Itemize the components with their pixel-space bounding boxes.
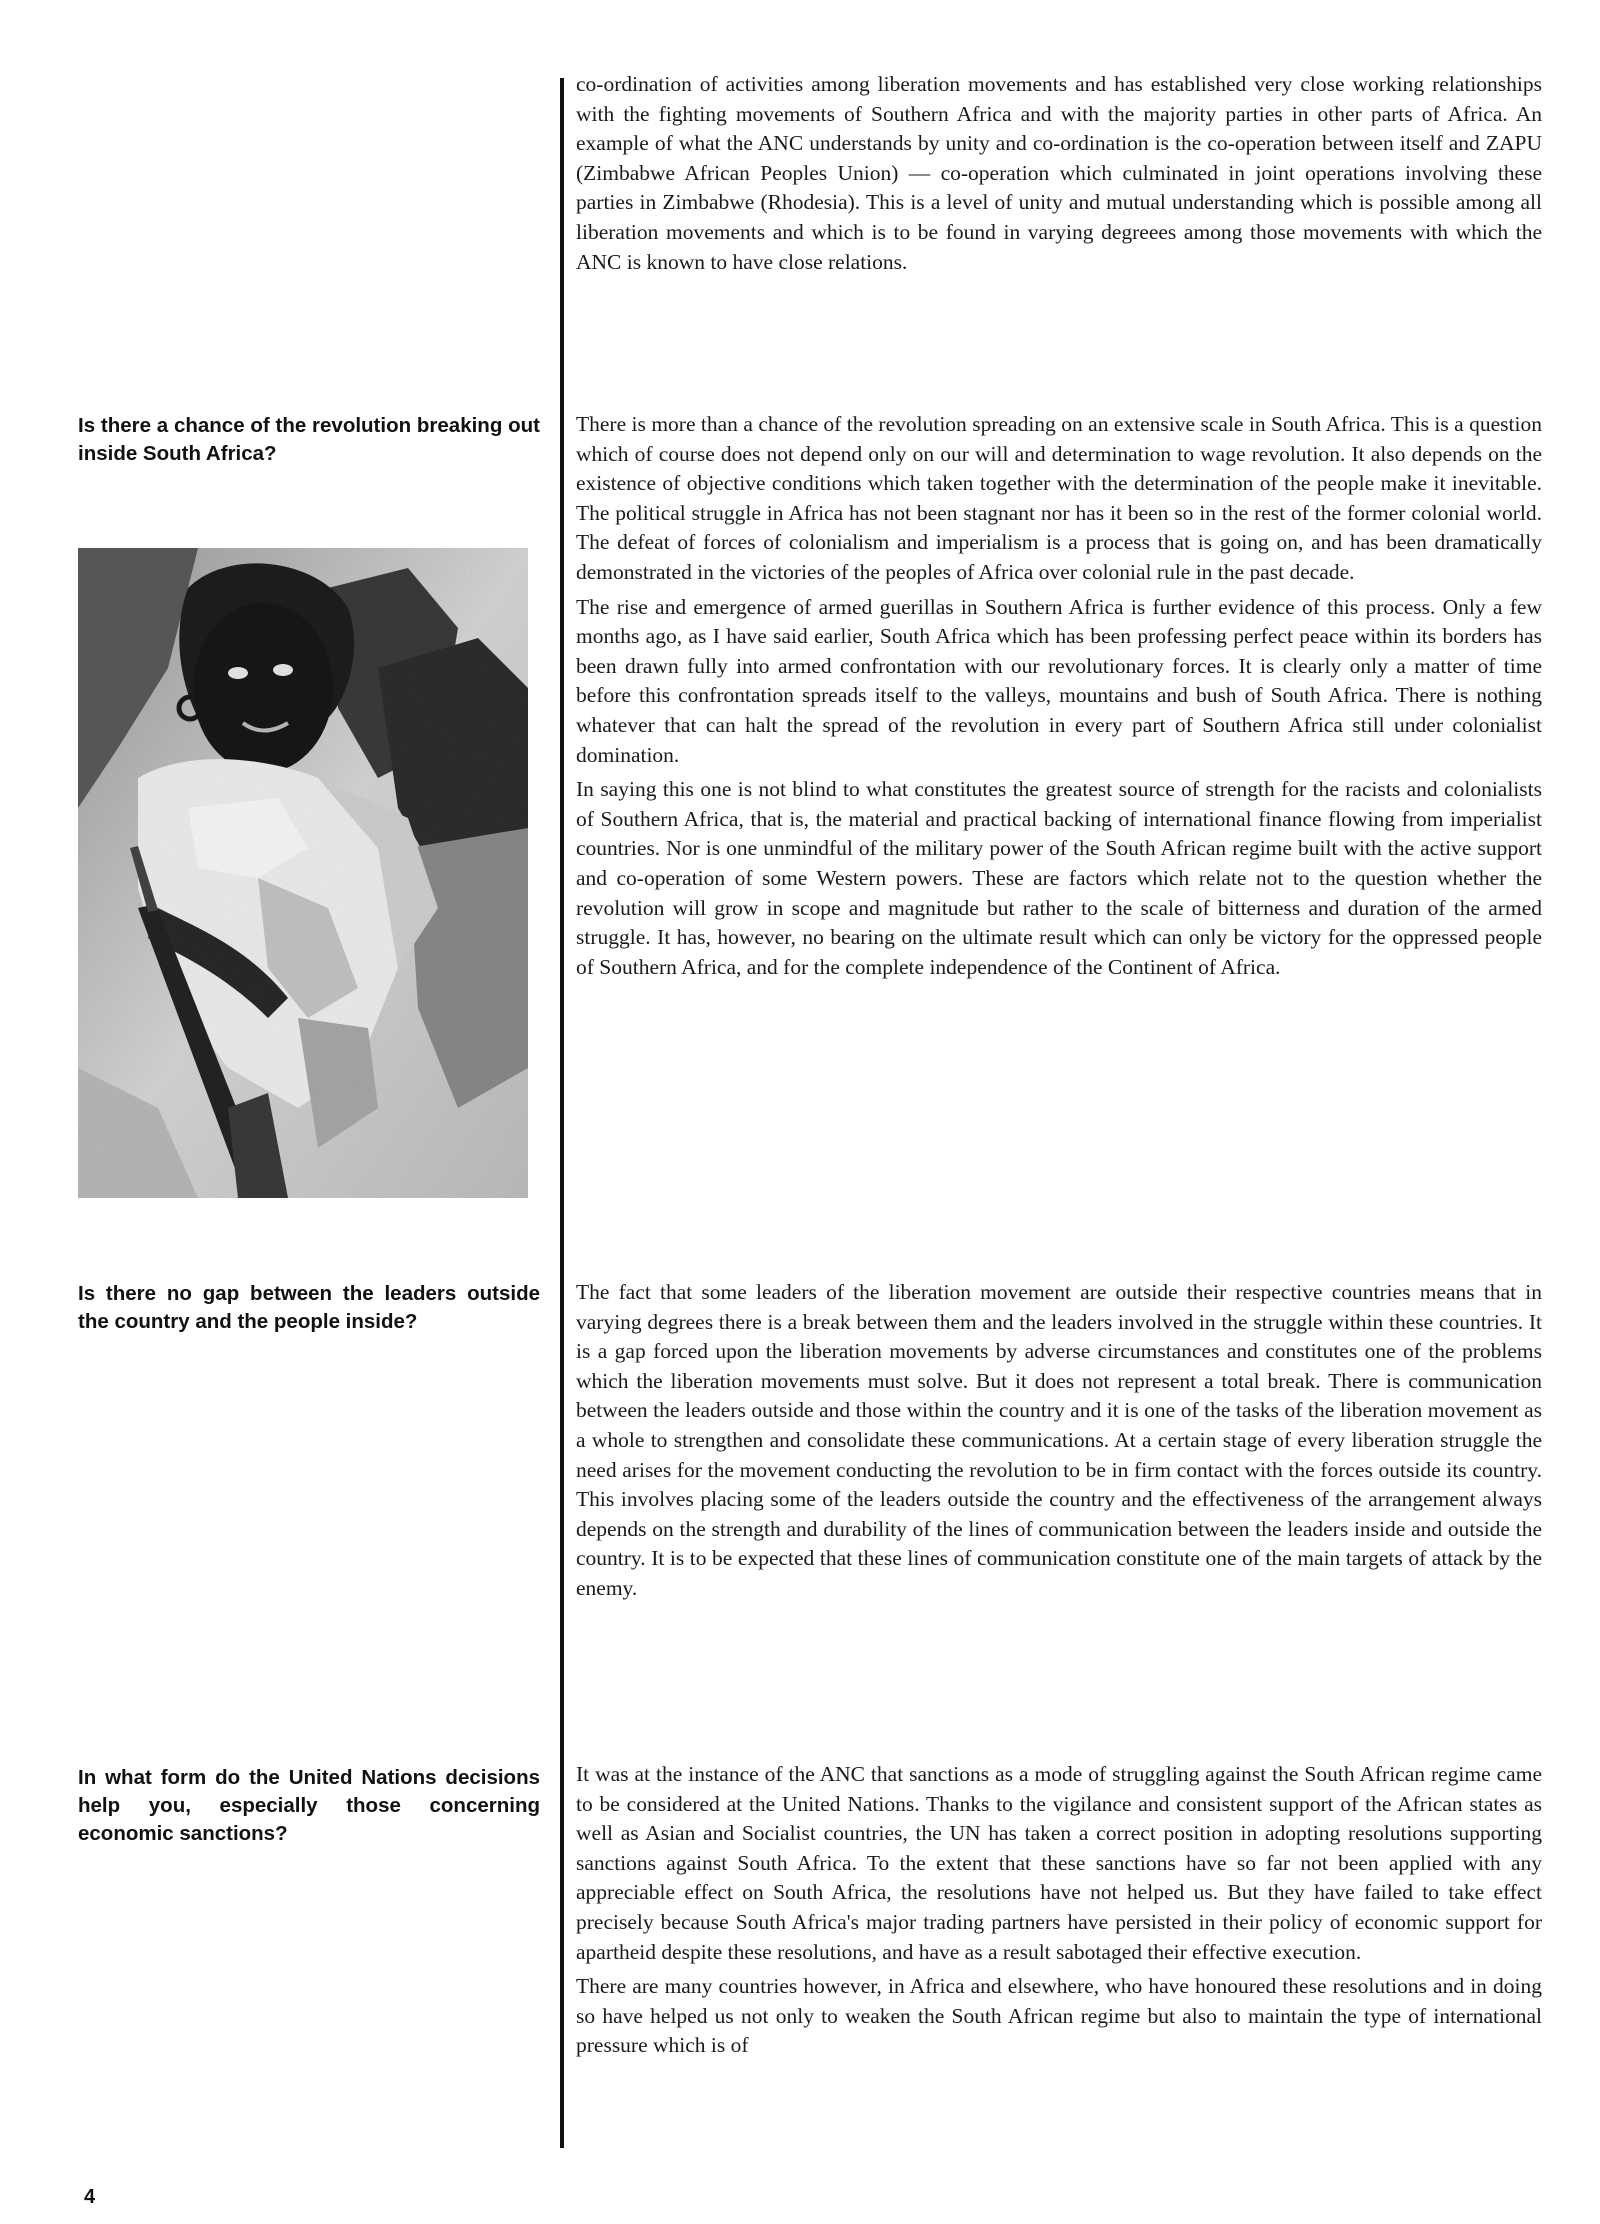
- question-revolution-chance: Is there a chance of the revolution breaking out inside South Africa?: [78, 414, 540, 465]
- vertical-divider-rule: [560, 78, 564, 2148]
- question-leaders-gap: Is there no gap between the leaders outside the country and the people inside?: [78, 1282, 540, 1333]
- intro-paragraph: co-ordination of activities among liberation movements and has established very close working relationships with the fighting movements of Southern Africa and with the majority parties in other parts of Africa. An example of what the ANC understands by unity and co-ordination is the co-operation between itself and ZAPU (Zimbabwe African Peoples Union) — co-operation which culminated in joint operations involving these parties in Zimbabwe (Rhodesia). This is a level of unity and mutual understanding which is possible among all liberation movements and which is to be found in varying degreees among those movements with which the ANC is known to have close relations.: [576, 72, 1542, 274]
- answer-paragraph: The fact that some leaders of the liberation movement are outside their respective countries means that in varying degrees there is a break between them and the leaders involved in the struggle within these countries. It is a gap forced upon the liberation movements by adverse circumstances and constitutes one of the problems which the liberation movements must solve. But it does not represent a total break. There is communication between the leaders outside and those within the country and it is one of the tasks of the liberation movement as a whole to strengthen and consolidate these communications. At a certain stage of every liberation struggle the need arises for the movement conducting the revolution to be in firm contact with the forces outside its country. This involves placing some of the leaders outside the country and the effectiveness of the arrangement always depends on the strength and durability of the lines of communication between the leaders inside and outside the country. It is to be expected that these lines of communication constitute one of the main targets of attack by the enemy.: [576, 1280, 1542, 1600]
- answer-un-sanctions: [576, 1760, 1542, 2066]
- answer-leaders-gap: [576, 1278, 1542, 1609]
- page-number: 4: [84, 2186, 96, 2208]
- answer-paragraph: In saying this one is not blind to what constitutes the greatest source of strength for the racists and colonialists of Southern Africa, that is, the material and practical backing of international finance flowing from imperialist countries. Nor is one unmindful of the military power of the South African regime built with the active support and co-operation of some Western powers. These are factors which relate not to the question whether the revolution will grow in scope and magnitude but rather to the scale of bitterness and duration of the armed struggle. It has, however, no bearing on the ultimate result which can only be victory for the oppressed people of Southern Africa, and for the complete independence of the Continent of Africa.: [576, 777, 1542, 979]
- intro-paragraph-block: [576, 70, 1542, 282]
- answer-paragraph: It was at the instance of the ANC that sanctions as a mode of struggling against the South African regime came to be considered at the United Nations. Thanks to the vigilance and consistent support of the African states as well as Asian and Socialist countries, the UN has taken a correct position in adopting resolutions supporting sanctions against South Africa. To the extent that these sanctions have so far not been applied with any appreciable effect on South Africa, the resolutions have not helped us. But they have failed to take effect precisely because South Africa's major trading partners have persisted in their policy of economic support for apartheid despite these resolutions, and have as a result sabotaged their effective execution.: [576, 1762, 1542, 1964]
- answer-paragraph: The rise and emergence of armed guerillas in Southern Africa is further evidence of this process. Only a few months ago, as I have said earlier, South Africa which has been professing perfect peace within its borders has been drawn fully into armed confrontation with our revolutionary forces. It is clearly only a matter of time before this confrontation spreads itself to the valleys, mountains and bush of South Africa. There is nothing whatever that can halt the spread of the revolution in every part of Southern Africa still under colonialist domination.: [576, 594, 1542, 767]
- answer-revolution-chance: [576, 410, 1542, 987]
- answer-paragraph: There are many countries however, in Africa and elsewhere, who have honoured these resolutions and in doing so have helped us not only to weaken the South African regime but also to maintain the type of international pressure which is of: [576, 1974, 1542, 2058]
- guerilla-fighter-photo: [78, 548, 528, 1198]
- answer-paragraph: There is more than a chance of the revolution spreading on an extensive scale in South Africa. This is a question which of course does not depend only on our will and determination to wage revolution. It also depends on the existence of objective conditions which taken together with the determination of the people make it inevitable. The political struggle in Africa has not been stagnant nor has it been so in the rest of the former colonial world. The defeat of forces of colonialism and imperialism is a process that is going on, and has been dramatically demonstrated in the victories of the peoples of Africa over colonial rule in the past decade.: [576, 412, 1542, 584]
- question-un-sanctions: In what form do the United Nations decisions help you, especially those concerning economic sanctions?: [78, 1766, 540, 1845]
